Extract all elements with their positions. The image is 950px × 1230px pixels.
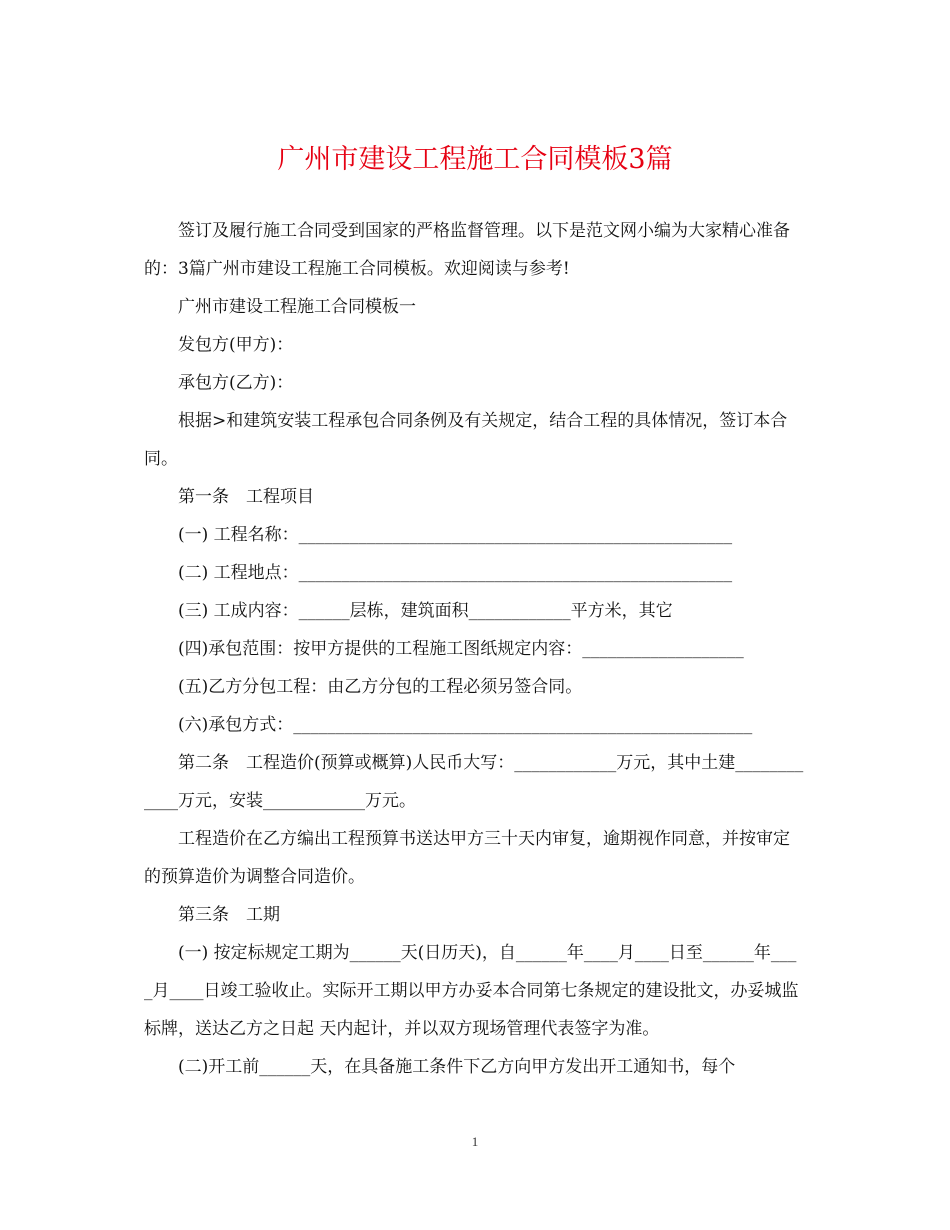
project-content-line: (三) 工成内容：______层栋，建筑面积____________平方米，其它: [178, 601, 673, 621]
project-name-line: (一) 工程名称：___________________________________________________: [178, 525, 733, 545]
schedule-paragraph: (一) 按定标规定工期为______天(日历天)，自______年____月____日至______年____月____日竣工验收止。实际开工期以甲方办妥本合同第七条规定的建设批文，办妥城监标牌，送达乙方之日起 天内起计，并以双方现场管理代表签字为准。: [144, 943, 799, 1039]
pre-start-paragraph: (二)开工前______天，在具备施工条件下乙方向甲方发出开工通知书，每个: [178, 1057, 736, 1077]
basis-paragraph: 根据>和建筑安装工程承包合同条例及有关规定，结合工程的具体情况，签订本合同。: [144, 411, 788, 469]
article-2-paragraph: 第二条 工程造价(预算或概算)人民币大写：____________万元，其中土建____________万元，安装____________万元。: [144, 753, 804, 811]
article-3-heading: 第三条 工期: [178, 905, 280, 925]
contract-method-line: (六)承包方式：______________________________________________________: [178, 715, 753, 735]
party-b-line: 承包方(乙方)：: [178, 373, 294, 393]
intro-paragraph: 签订及履行施工合同受到国家的严格监督管理。以下是范文网小编为大家精心准备的：3篇广州市建设工程施工合同模板。欢迎阅读与参考!: [144, 221, 790, 279]
page-number: 1: [471, 1134, 479, 1149]
cost-review-paragraph: 工程造价在乙方编出工程预算书送达甲方三十天内审复，逾期视作同意，并按审定的预算造价为调整合同造价。: [144, 829, 790, 887]
document-title: 广州市建设工程施工合同模板3篇: [277, 144, 673, 175]
document-body: [144, 212, 804, 1086]
project-location-line: (二) 工程地点：___________________________________________________: [178, 563, 733, 583]
party-a-line: 发包方(甲方)：: [178, 335, 294, 355]
scope-line: (四)承包范围：按甲方提供的工程施工图纸规定内容：___________________: [178, 639, 744, 659]
article-1-heading: 第一条 工程项目: [178, 487, 314, 507]
section-heading: 广州市建设工程施工合同模板一: [178, 297, 416, 317]
subcontract-line: (五)乙方分包工程：由乙方分包的工程必须另签合同。: [178, 677, 583, 697]
